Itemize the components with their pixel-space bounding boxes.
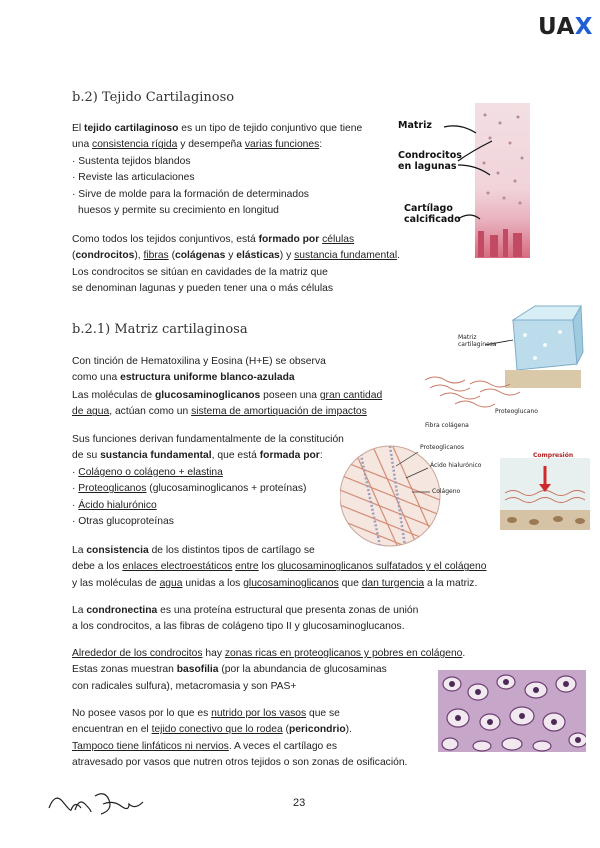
label-matrix: Matriz bbox=[398, 120, 432, 131]
proteoglycan-illustration bbox=[340, 440, 500, 552]
paragraph-condronectina: La condronectina es una proteína estructural que presenta zonas de unión a los condrocitos, a las fibras de colágeno tipo II y glucosaminoglucanos. bbox=[72, 605, 419, 633]
author-signature bbox=[45, 786, 155, 825]
paragraph-basofilia: Alrededor de los condrocitos hay zonas ricas en proteoglicanos y pobres en colágeno. Estas zonas muestran basofilia (por la abundancia de glucosaminas con radicales sulfura), metacromasia y son PAS+ bbox=[72, 648, 466, 692]
label-compresion: Compresión bbox=[533, 452, 574, 459]
section-title-cartilaginoso: b.2) Tejido Cartilaginoso bbox=[72, 90, 235, 105]
label-colageno: Colágeno bbox=[432, 488, 461, 495]
paragraph-consistency: La consistencia de los distintos tipos de cartílago se debe a los enlaces electroestáticos entre los glucosaminoglicanos sulfatados y el colágeno y las moléculas de agua unidas a los glucosaminoglicanos que dan turgencia a la matriz. bbox=[72, 545, 487, 589]
paragraph-staining: Con tinción de Hematoxilina y Eosina (H+E) se observa como una estructura uniforme blanco-azulada bbox=[72, 356, 326, 384]
paragraph-vascularity: No posee vasos por lo que es nutrido por los vasos que se encuentran en el tejido conectivo que lo rodea (pericondrio). Tampoco tiene linfáticos ni nervios. A veces el cartílago es atravesado por vasos que nutren otros tejidos o son zonas de osificación. bbox=[72, 708, 408, 769]
label-chondrocytes: Condrocitos en lagunas bbox=[398, 150, 462, 172]
cartilage-histology-figure bbox=[400, 103, 530, 263]
page-number: 23 bbox=[293, 797, 306, 809]
section-title-matriz: b.2.1) Matriz cartilaginosa bbox=[72, 322, 248, 337]
compression-illustration bbox=[500, 448, 590, 530]
paragraph-definition: El tejido cartilaginoso es un tipo de tejido conjuntivo que tiene una consistencia rígida y desempeña varias funciones: · Sustenta tejidos blandos · Reviste las articulaciones · Sirve de molde para la formación de determinados huesos y permite su crecimiento en longitud bbox=[72, 123, 363, 217]
uax-logo: UAX bbox=[538, 14, 594, 40]
label-matriz-cartilaginosa: Matriz cartilaginosa bbox=[458, 334, 497, 348]
label-acido-hialuronico: Ácido hialurónico bbox=[430, 462, 482, 469]
micrograph-image bbox=[438, 670, 586, 752]
label-proteoglucano: Proteoglucano bbox=[495, 408, 538, 415]
paragraph-gag: Las moléculas de glucosaminoglicanos poseen una gran cantidad de agua, actúan como un sistema de amortiquación de impactos bbox=[72, 390, 383, 418]
proteoglycan-figure bbox=[340, 440, 500, 552]
paragraph-composition: Como todos los tejidos conjuntivos, está formado por células (condrocitos), fibras (colágenas y elásticas) y sustancia fundamental. Los condrocitos se sitúan en cavidades de la matriz que se denominan lagunas y pueden tener una o más células bbox=[72, 234, 401, 295]
compression-figure bbox=[500, 448, 590, 530]
matrix-3d-figure bbox=[385, 300, 585, 440]
matrix-3d-illustration bbox=[385, 300, 585, 440]
label-fibra-colagena: Fibra colágena bbox=[425, 422, 469, 429]
micrograph-figure bbox=[438, 670, 586, 752]
label-calcified: Cartílago calcificado bbox=[404, 203, 461, 225]
label-proteoglicanos: Proteoglicanos bbox=[420, 444, 464, 451]
paragraph-functions: Sus funciones derivan fundamentalmente de la constitución de su sustancia fundamental, que está formada por: · Colágeno o colágeno + elastina · Proteoglicanos (glucosaminoglicanos + proteínas) · Ácido hialurónico · Otras glucoproteínas bbox=[72, 434, 344, 528]
